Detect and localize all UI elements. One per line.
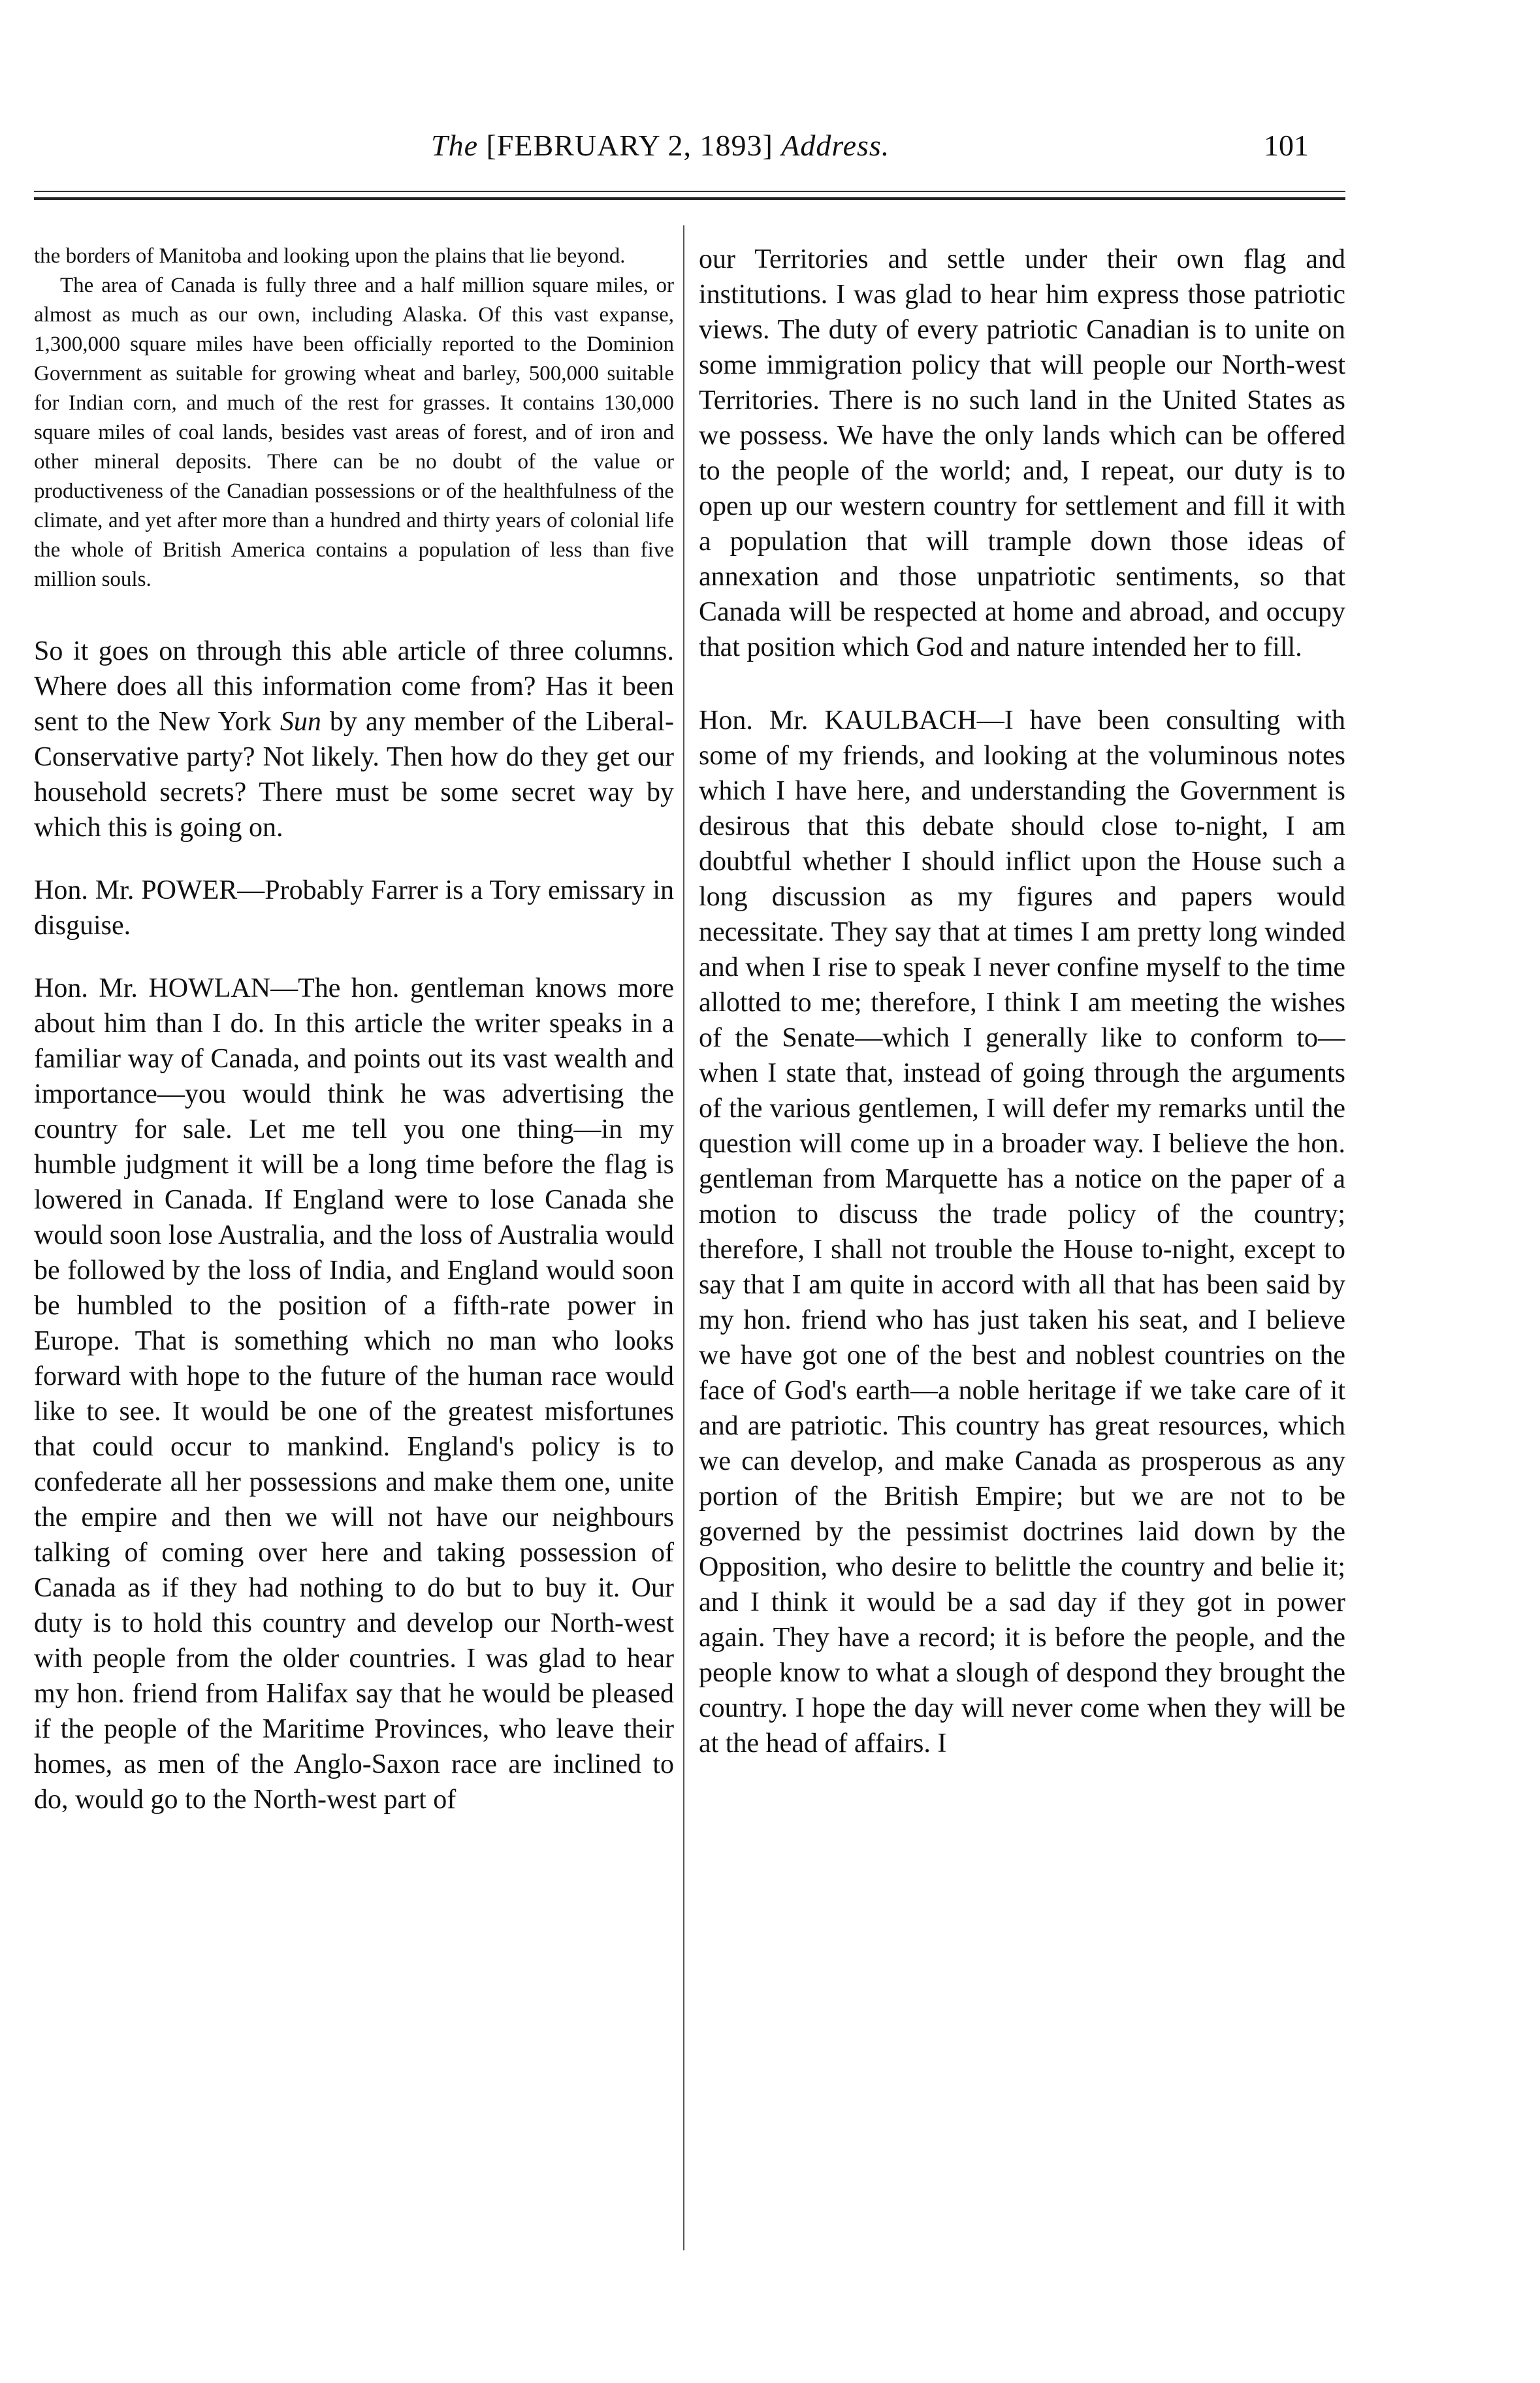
quote-paragraph: the borders of Manitoba and looking upon the plains that lie beyond. (34, 244, 626, 268)
column-divider (683, 225, 684, 2250)
newspaper-name: Sun (280, 707, 321, 737)
quoted-extract (34, 242, 674, 594)
speech-power: Hon. Mr. POWER—Probably Farrer is a Tory emissary in disguise. (34, 875, 674, 941)
paragraph-text: So it goes on through this able article of three columns. Where does all this information come from? Has it been sent to the New York (34, 636, 674, 737)
running-title (431, 128, 890, 163)
header-rule (34, 191, 1345, 192)
speech-howlan-continued: our Territories and settle under their own flag and institutions. I was glad to hear him express those patriotic views. The duty of every patriotic Canadian is to unite on some immigration policy that will people our North-west Territories. There is no such land in the United States as we possess. We have the only lands which can be offered to the people of the world; and, I repeat, our duty is to open up our western country for settlement and fill it with a population that will trample down those ideas of annexation and those unpatriotic sentiments, so that Canada will be respected at home and abroad, and occupy that position which God and nature intended her to fill. (699, 244, 1345, 662)
left-body (34, 634, 674, 1817)
right-column (699, 242, 1345, 2247)
title-suffix: Address. (781, 129, 890, 162)
speech-howlan: Hon. Mr. HOWLAN—The hon. gentleman knows more about him than I do. In this article the writer speaks in a familiar way of Canada, and points out its vast wealth and importance—you would think he was advertising the country for sale. Let me tell you one thing—in my humble judgment it will be a long time before the flag is lowered in Canada. If England were to lose Canada she would soon lose Australia, and the loss of Australia would be followed by the loss of India, and England would soon be humbled to the position of a fifth-rate power in Europe. That is something which no man who looks forward with hope to the future of the human race would like to see. It would be one of the greatest misfortunes that could occur to mankind. England's policy is to confederate all her possessions and make them one, unite the empire and then we will not have our neighbours talking of coming over here and taking possession of Canada as if they had nothing to do but to buy it. Our duty is to hold this country and develop our North-west with people from the older countries. I was glad to hear my hon. friend from Halifax say that he would be pleased if the people of the Maritime Provinces, who leave their homes, as men of the Anglo-Saxon race are inclined to do, would go to the North-west part of (34, 973, 674, 1815)
running-head (0, 128, 1540, 174)
page-number: 101 (1264, 129, 1309, 162)
paragraph (34, 634, 674, 845)
title-date: [FEBRUARY 2, 1893] (486, 129, 773, 162)
left-column (34, 242, 674, 2247)
paragraph-text: by any member of the Liberal-Conservative party? Not likely. Then how do they get our household secrets? There must be some secret way by which this is going on. (34, 707, 674, 843)
title-prefix: The (431, 129, 478, 162)
right-body (699, 242, 1345, 1761)
speech-kaulbach: Hon. Mr. KAULBACH—I have been consulting with some of my friends, and looking at the voluminous notes which I have here, and understanding the Government is desirous that this debate should close to-night, I am doubtful whether I should inflict upon the House such a long discussion as my figures and papers would necessitate. They say that at times I am pretty long winded and when I rise to speak I never confine myself to the time allotted to me; therefore, I think I am meeting the wishes of the Senate—which I generally like to conform to—when I state that, instead of going through the arguments of the various gentlemen, I will defer my remarks until the question will come up in a broader way. I believe the hon. gentleman from Marquette has a notice on the paper of a motion to discuss the trade policy of the country; therefore, I shall not trouble the House to-night, except to say that I am quite in accord with all that has been said by my hon. friend who has just taken his seat, and I believe we have got one of the best and noblest countries on the face of God's earth—a noble heritage if we take care of it and are patriotic. This country has great resources, which we can develop, and make Canada as prosperous as any portion of the British Empire; but we are not to be governed by the pessimist doctrines laid down by the Opposition, who desire to belittle the country and belie it; and I think it would be a sad day if they got in power again. They have a record; it is before the people, and the people know to what a slough of despond they brought the country. I hope the day will never come when they will be at the head of affairs. I (699, 705, 1345, 1759)
quote-paragraph: The area of Canada is fully three and a half million square miles, or almost as much as our own, including Alaska. Of this vast expanse, 1,300,000 square miles have been officially reported to the Dominion Government as suitable for growing wheat and barley, 500,000 suitable for Indian corn, and much of the rest for grasses. It contains 130,000 square miles of coal lands, besides vast areas of forest, and of iron and other mineral deposits. There can be no doubt of the value or productiveness of the Canadian possessions or of the healthfulness of the climate, and yet after more than a hundred and thirty years of colonial life the whole of British America contains a population of less than five million souls. (34, 274, 674, 591)
header-rule-thick (34, 197, 1345, 200)
